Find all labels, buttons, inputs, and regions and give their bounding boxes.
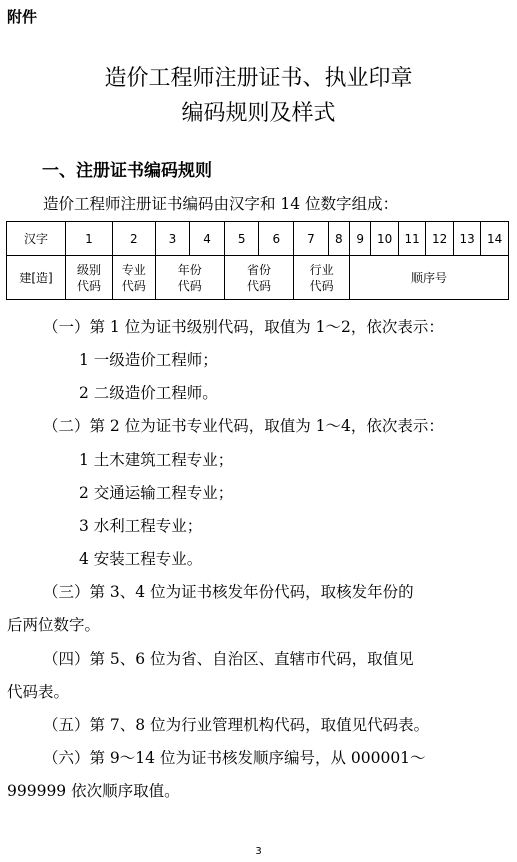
table-cell-province: 省份 代码: [224, 256, 293, 300]
table-row-meaning: [7, 256, 509, 300]
rule-item: （二）第 2 位为证书专业代码，取值为 1～4，依次表示：: [43, 417, 444, 435]
table-cell-year: 年份 代码: [155, 256, 224, 300]
table-cell-char: 建[造]: [7, 256, 66, 300]
table-cell: 8: [328, 222, 349, 256]
table-cell: 7: [294, 222, 329, 256]
rule-item: （六）第 9～14 位为证书核发顺序编号，从 000001～: [43, 749, 426, 767]
document-title-line-2: 编码规则及样式: [181, 101, 336, 126]
table-cell: 汉字: [7, 222, 66, 256]
rule-item: 999999 依次顺序取值。: [7, 782, 180, 800]
table-cell-level: 级别 代码: [66, 256, 113, 300]
page-number: 3: [255, 846, 262, 857]
rule-item: 1 土木建筑工程专业；: [79, 451, 234, 469]
table-cell: 13: [453, 222, 480, 256]
table-cell: 2: [112, 222, 155, 256]
rule-item: （五）第 7、8 位为行业管理机构代码，取值见代码表。: [43, 716, 430, 734]
table-cell: 1: [66, 222, 113, 256]
table-cell: 9: [350, 222, 371, 256]
table-cell-sequence: 顺序号: [350, 256, 509, 300]
rule-item: （四）第 5、6 位为省、自治区、直辖市代码，取值见: [43, 650, 414, 668]
certificate-code-table: [6, 221, 509, 300]
rule-item: 1 一级造价工程师；: [79, 351, 218, 369]
table-cell: 6: [259, 222, 294, 256]
section-heading: 一、注册证书编码规则: [42, 161, 212, 181]
rule-item: （一）第 1 位为证书级别代码，取值为 1～2，依次表示：: [43, 318, 444, 336]
rule-item: 2 交通运输工程专业；: [79, 484, 234, 502]
appendix-label: 附件: [7, 8, 38, 26]
table-cell: 11: [398, 222, 425, 256]
table-cell: 10: [371, 222, 398, 256]
rule-item: 2 二级造价工程师。: [79, 384, 218, 402]
rule-item: 代码表。: [7, 683, 70, 701]
table-cell: 3: [155, 222, 190, 256]
table-cell-specialty: 专业 代码: [112, 256, 155, 300]
table-cell: 12: [426, 222, 453, 256]
rule-item: 后两位数字。: [7, 616, 101, 634]
table-cell: 5: [224, 222, 259, 256]
intro-paragraph: 造价工程师注册证书编码由汉字和 14 位数字组成：: [43, 195, 399, 213]
table-row-digits: [7, 222, 509, 256]
table-cell: 4: [190, 222, 225, 256]
table-cell: 14: [481, 222, 509, 256]
rule-item: 4 安装工程专业。: [79, 550, 203, 568]
rule-item: 3 水利工程专业；: [79, 517, 203, 535]
document-title-line-1: 造价工程师注册证书、执业印章: [104, 66, 413, 91]
rule-item: （三）第 3、4 位为证书核发年份代码，取核发年份的: [43, 583, 414, 601]
table-cell-industry: 行业 代码: [294, 256, 350, 300]
